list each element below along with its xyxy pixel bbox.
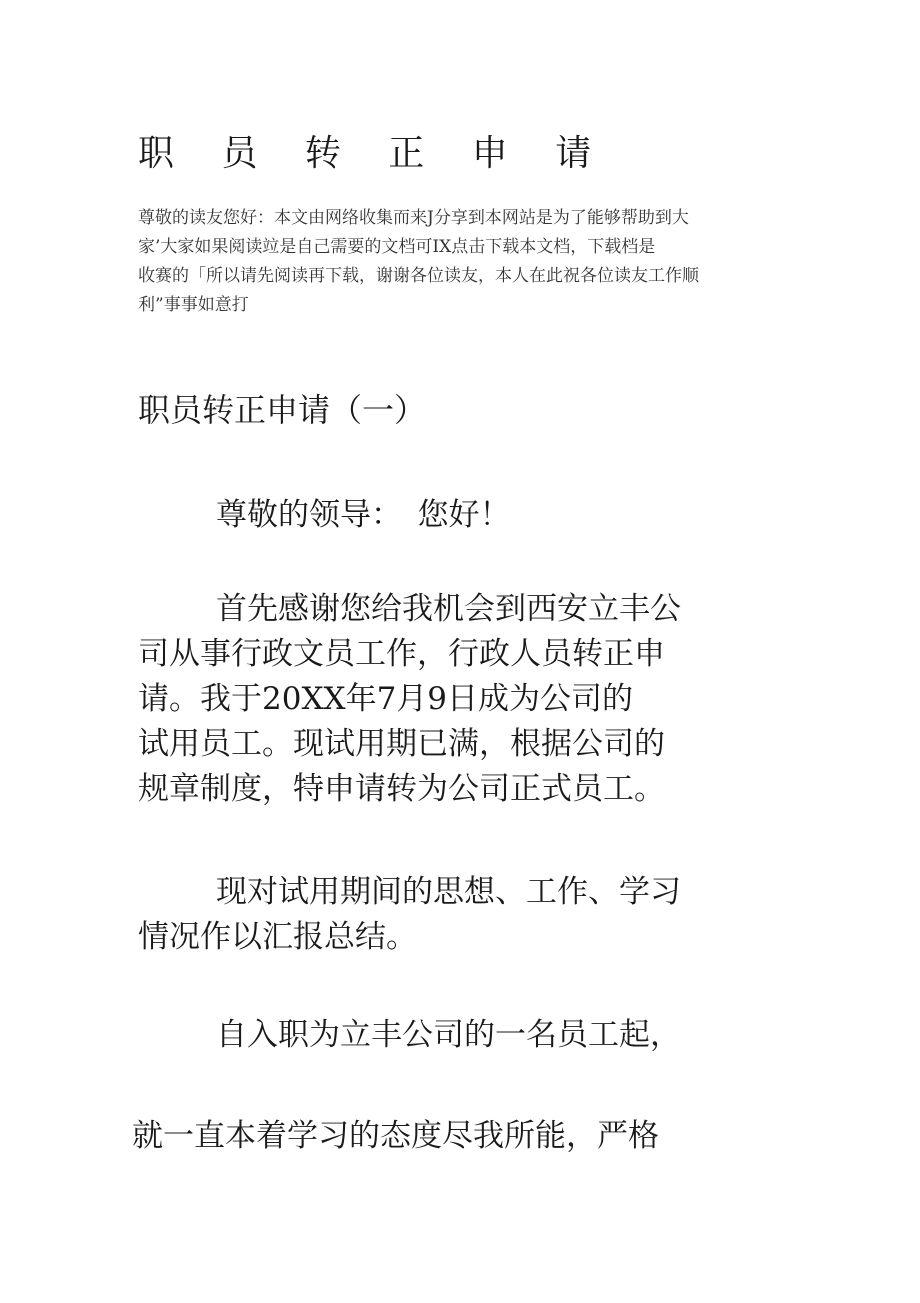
paragraph-intro xyxy=(138,587,778,812)
paragraph-summary xyxy=(138,870,778,960)
paragraph-line: 司从事行政文员工作，行政人员转正申 xyxy=(138,636,665,672)
section-heading: 职员转正申请（一） xyxy=(138,391,427,429)
notice-line: 家’大家如果阅读竝是自己需要的文档可IX点击下载本文档，下载档是 xyxy=(138,237,656,257)
paragraph-line: 试用员工。现试用期已满，根据公司的 xyxy=(138,726,665,762)
paragraph-line: 首先感谢您给我机会到西安立丰公 xyxy=(216,591,681,627)
paragraph-line: 自入职为立丰公司的一名员工起， xyxy=(216,1017,681,1053)
paragraph-continued xyxy=(132,1114,772,1159)
notice-line: 利”事事如意打 xyxy=(138,295,249,315)
notice-line: 尊敬的读友您好：本文由网络收集而来J分享到本网站是为了能够帮助到大 xyxy=(138,208,689,228)
paragraph-line: 规章制度，特申请转为公司正式员工。 xyxy=(138,771,665,807)
greeting-text: 尊敬的领导： 您好！ xyxy=(216,497,511,533)
paragraph-line: 情况作以汇报总结。 xyxy=(138,919,417,955)
document-title: 职 员 转 正 申 请 xyxy=(138,133,610,174)
paragraph-line: 现对试用期间的思想、工作、学习 xyxy=(216,874,681,910)
paragraph-line: 请。我于20XX年7月9日成为公司的 xyxy=(138,681,634,717)
reader-notice xyxy=(138,204,788,320)
notice-line: 收赛的「所以请先阅读再下载，谢谢各位读友，本人在此祝各位读友工作顺 xyxy=(138,266,699,286)
paragraph-line: 就一直本着学习的态度尽我所能，严格 xyxy=(132,1118,659,1154)
paragraph-start xyxy=(138,1013,778,1058)
greeting xyxy=(138,493,778,538)
